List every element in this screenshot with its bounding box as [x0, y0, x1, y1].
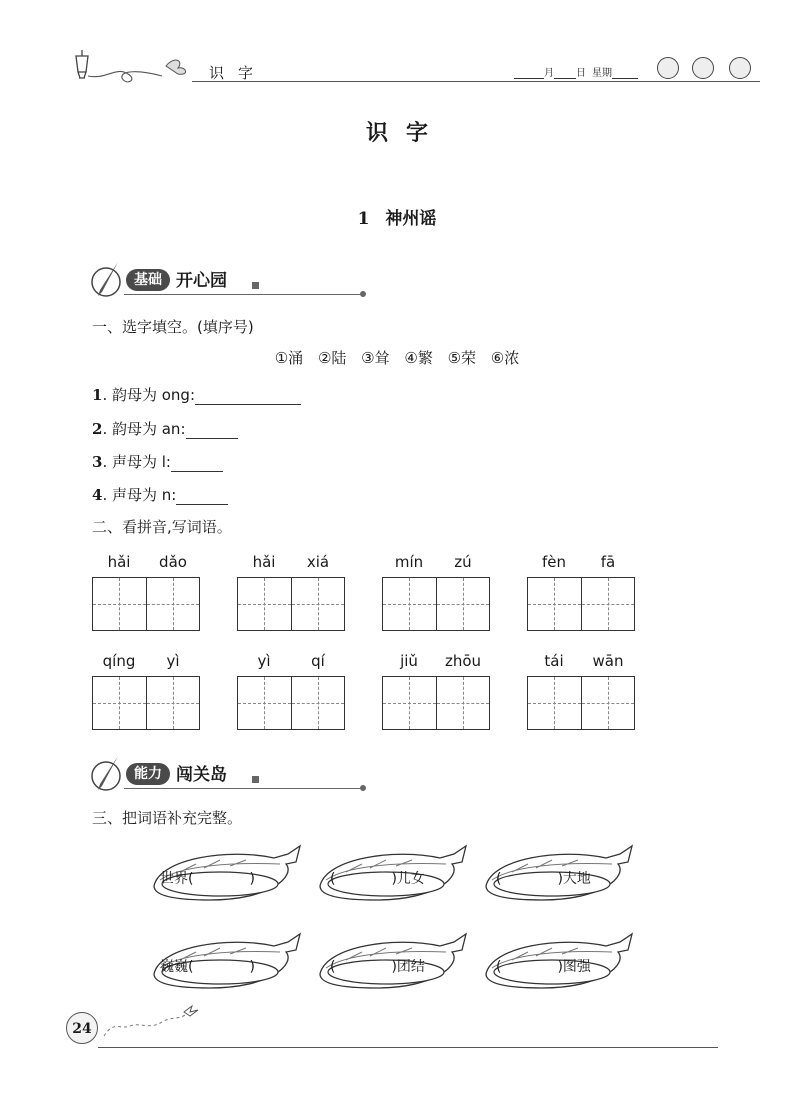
pinyin-label: wān	[592, 652, 624, 670]
lesson-number: 1	[357, 209, 370, 229]
writing-grid[interactable]	[382, 577, 490, 631]
writing-grid[interactable]	[527, 577, 635, 631]
fill-row	[92, 451, 223, 472]
answer-blank[interactable]	[186, 422, 238, 439]
leaf-phrase[interactable]: ( )团结	[330, 959, 425, 975]
lesson-name: 神州谣	[385, 209, 437, 229]
item-number: 3	[92, 453, 103, 471]
section-rule	[124, 294, 360, 295]
header-section-title: 识字	[209, 64, 268, 82]
section-name: 开心园	[176, 271, 227, 291]
weekday-label: 星期	[592, 68, 612, 79]
page-number: 24	[66, 1012, 98, 1044]
item-text: . 韵母为 an:	[102, 420, 186, 438]
writing-grid[interactable]	[92, 676, 200, 730]
section-ability-header	[88, 754, 370, 796]
pinyin-label: xiá	[306, 553, 330, 571]
leaf-phrase[interactable]: ( )儿女	[330, 871, 425, 887]
month-blank[interactable]	[514, 78, 544, 79]
item-text: . 韵母为 ong:	[102, 386, 196, 404]
lesson-title	[0, 204, 794, 229]
pinyin-label: fā	[600, 553, 616, 571]
section-square-icon	[252, 776, 259, 783]
footer-rule	[98, 1047, 718, 1048]
item-text: . 声母为 l:	[102, 453, 171, 471]
pinyin-label: qíng	[102, 652, 136, 670]
writing-grid[interactable]	[237, 676, 345, 730]
pinyin-label: hǎi	[252, 553, 276, 571]
section-dot	[360, 291, 366, 297]
brush-icon	[88, 260, 128, 302]
pinyin-label: zú	[454, 553, 472, 571]
sad-face-icon[interactable]	[729, 57, 751, 79]
leaf-phrase[interactable]: ( )大地	[496, 871, 591, 887]
item-number: 2	[92, 420, 103, 438]
section-badge: 能力	[126, 763, 170, 785]
section-dot	[360, 785, 366, 791]
pinyin-label: yì	[257, 652, 271, 670]
month-label: 月	[544, 68, 554, 79]
section-basic-header	[88, 260, 370, 302]
brush-icon	[88, 754, 128, 796]
question-3-title: 三、把词语补充完整。	[92, 809, 243, 827]
question-1-options: ①涌 ②陆 ③耸 ④繁 ⑤荣 ⑥浓	[274, 349, 520, 367]
neutral-face-icon[interactable]	[692, 57, 714, 79]
page-title: 识字	[365, 120, 446, 146]
pinyin-label: hǎi	[107, 553, 131, 571]
pinyin-label: yì	[166, 652, 180, 670]
pinyin-label: qí	[311, 652, 325, 670]
item-number: 4	[92, 486, 103, 504]
section-rule	[124, 788, 360, 789]
weekday-blank[interactable]	[612, 78, 638, 79]
item-number: 1	[92, 386, 103, 404]
writing-grid[interactable]	[382, 676, 490, 730]
section-name: 闯关岛	[176, 765, 227, 785]
happy-face-icon[interactable]	[657, 57, 679, 79]
pinyin-label: dǎo	[159, 553, 187, 571]
pinyin-label: mín	[394, 553, 424, 571]
answer-blank[interactable]	[171, 455, 223, 472]
bird-trail-decoration	[100, 1000, 210, 1040]
lantern-vine-decoration	[66, 46, 196, 88]
answer-blank[interactable]	[176, 488, 228, 505]
date-fields	[514, 64, 638, 79]
section-badge: 基础	[126, 269, 170, 291]
leaf-phrase[interactable]: 世界( )	[160, 871, 255, 887]
writing-grid[interactable]	[527, 676, 635, 730]
fill-row	[92, 384, 301, 405]
pinyin-label: fèn	[541, 553, 567, 571]
writing-grid[interactable]	[237, 577, 345, 631]
leaf-phrase[interactable]: ( )图强	[496, 959, 591, 975]
question-2-title: 二、看拼音,写词语。	[92, 518, 232, 536]
header-rule	[192, 81, 760, 82]
pinyin-label: jiǔ	[400, 652, 418, 670]
fill-row	[92, 418, 238, 439]
pinyin-label: tái	[544, 652, 564, 670]
day-label: 日	[576, 68, 586, 79]
fill-row	[92, 484, 228, 505]
pinyin-label: zhōu	[444, 652, 482, 670]
section-square-icon	[252, 282, 259, 289]
leaf-phrase[interactable]: 巍巍( )	[160, 959, 255, 975]
writing-grid[interactable]	[92, 577, 200, 631]
question-1-title: 一、选字填空。(填序号)	[92, 318, 254, 336]
item-text: . 声母为 n:	[102, 486, 177, 504]
answer-blank[interactable]	[195, 388, 301, 405]
day-blank[interactable]	[554, 78, 576, 79]
